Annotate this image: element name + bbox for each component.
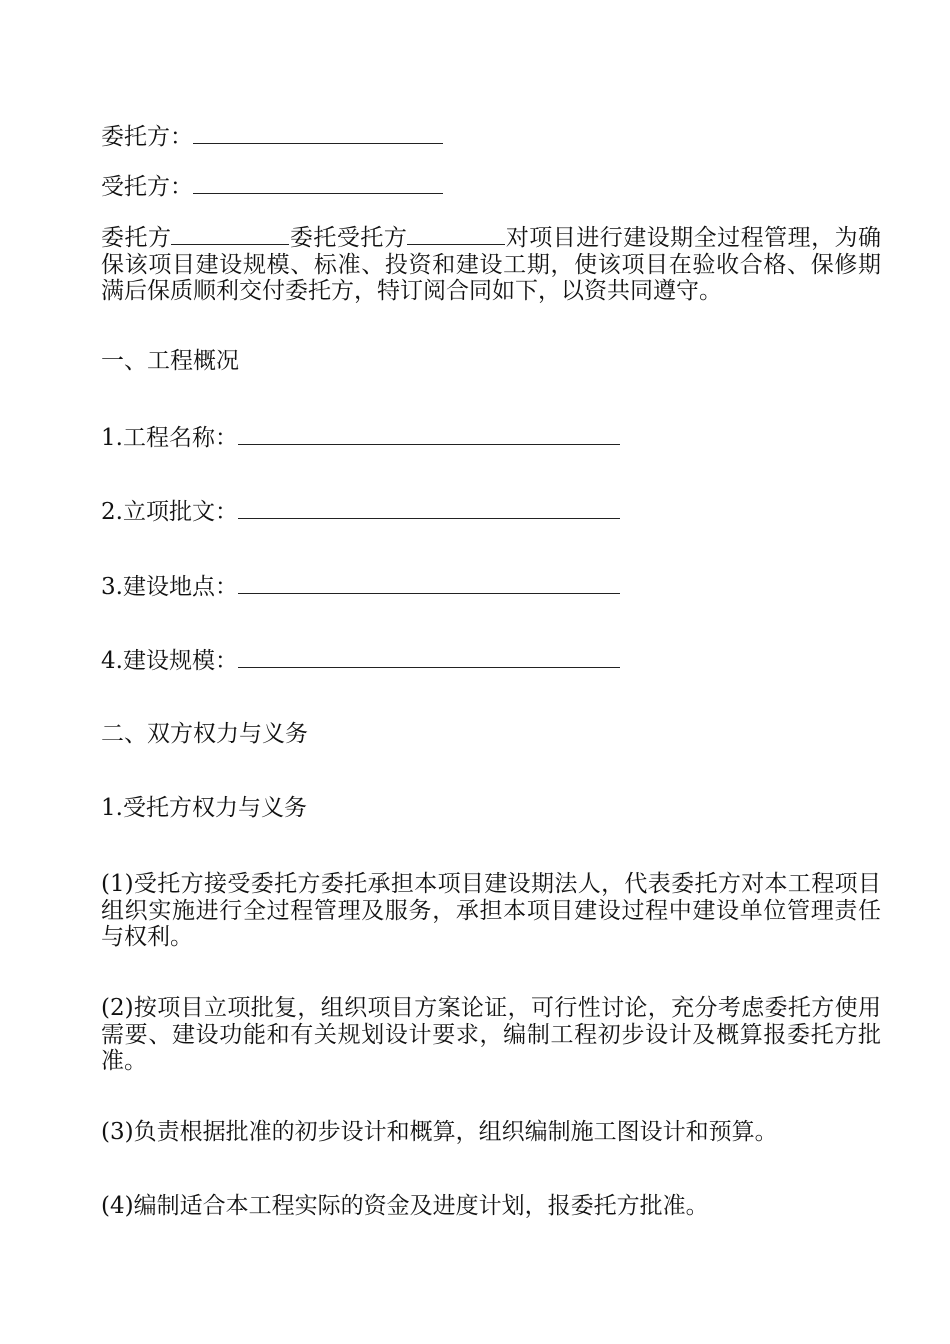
location-field xyxy=(101,573,620,601)
location-blank[interactable] xyxy=(238,573,620,594)
project-name-field xyxy=(101,424,620,452)
section1-heading: 一、工程概况 xyxy=(101,348,239,374)
location-label: 3.建设地点： xyxy=(101,574,238,600)
agent-field xyxy=(101,173,443,201)
clause-4: (4)编制适合本工程实际的资金及进度计划，报委托方批准。 xyxy=(101,1193,709,1219)
client-field xyxy=(101,123,443,151)
section2-subheading: 1.受托方权力与义务 xyxy=(101,795,307,821)
clause-2: (2)按项目立项批复，组织项目方案论证，可行性讨论，充分考虑委托方使用需要、建设功能和有关规划设计要求，编制工程初步设计及概算报委托方批准。 xyxy=(101,995,881,1074)
intro-client-blank[interactable] xyxy=(171,224,289,245)
clause-3: (3)负责根据批准的初步设计和概算，组织编制施工图设计和预算。 xyxy=(101,1119,778,1145)
section2-heading: 二、双方权力与义务 xyxy=(101,721,308,747)
client-blank[interactable] xyxy=(193,123,443,144)
approval-doc-blank[interactable] xyxy=(238,498,620,519)
intro-part1: 委托方 xyxy=(101,225,172,251)
project-name-label: 1.工程名称： xyxy=(101,425,238,451)
scale-blank[interactable] xyxy=(238,647,620,668)
agent-label: 受托方： xyxy=(101,174,193,200)
project-name-blank[interactable] xyxy=(238,424,620,445)
scale-field xyxy=(101,647,620,675)
agent-blank[interactable] xyxy=(193,173,443,194)
approval-doc-label: 2.立项批文： xyxy=(101,499,238,525)
intro-agent-blank[interactable] xyxy=(407,224,505,245)
client-label: 委托方： xyxy=(101,124,193,150)
intro-part2: 委托受托方 xyxy=(289,225,408,251)
scale-label: 4.建设规模： xyxy=(101,648,238,674)
intro-part3: 对项目进行建设期全过程管理，为确保该项目建设规模、标准、投资和建设工期，使该项目在验收合格、保修期满后保质顺利交付委托方，特订阅合同如下，以资共同遵守。 xyxy=(101,225,882,304)
intro-paragraph xyxy=(101,224,881,305)
approval-doc-field xyxy=(101,498,620,526)
clause-1: (1)受托方接受委托方委托承担本项目建设期法人，代表委托方对本工程项目组织实施进行全过程管理及服务，承担本项目建设过程中建设单位管理责任与权利。 xyxy=(101,871,881,950)
